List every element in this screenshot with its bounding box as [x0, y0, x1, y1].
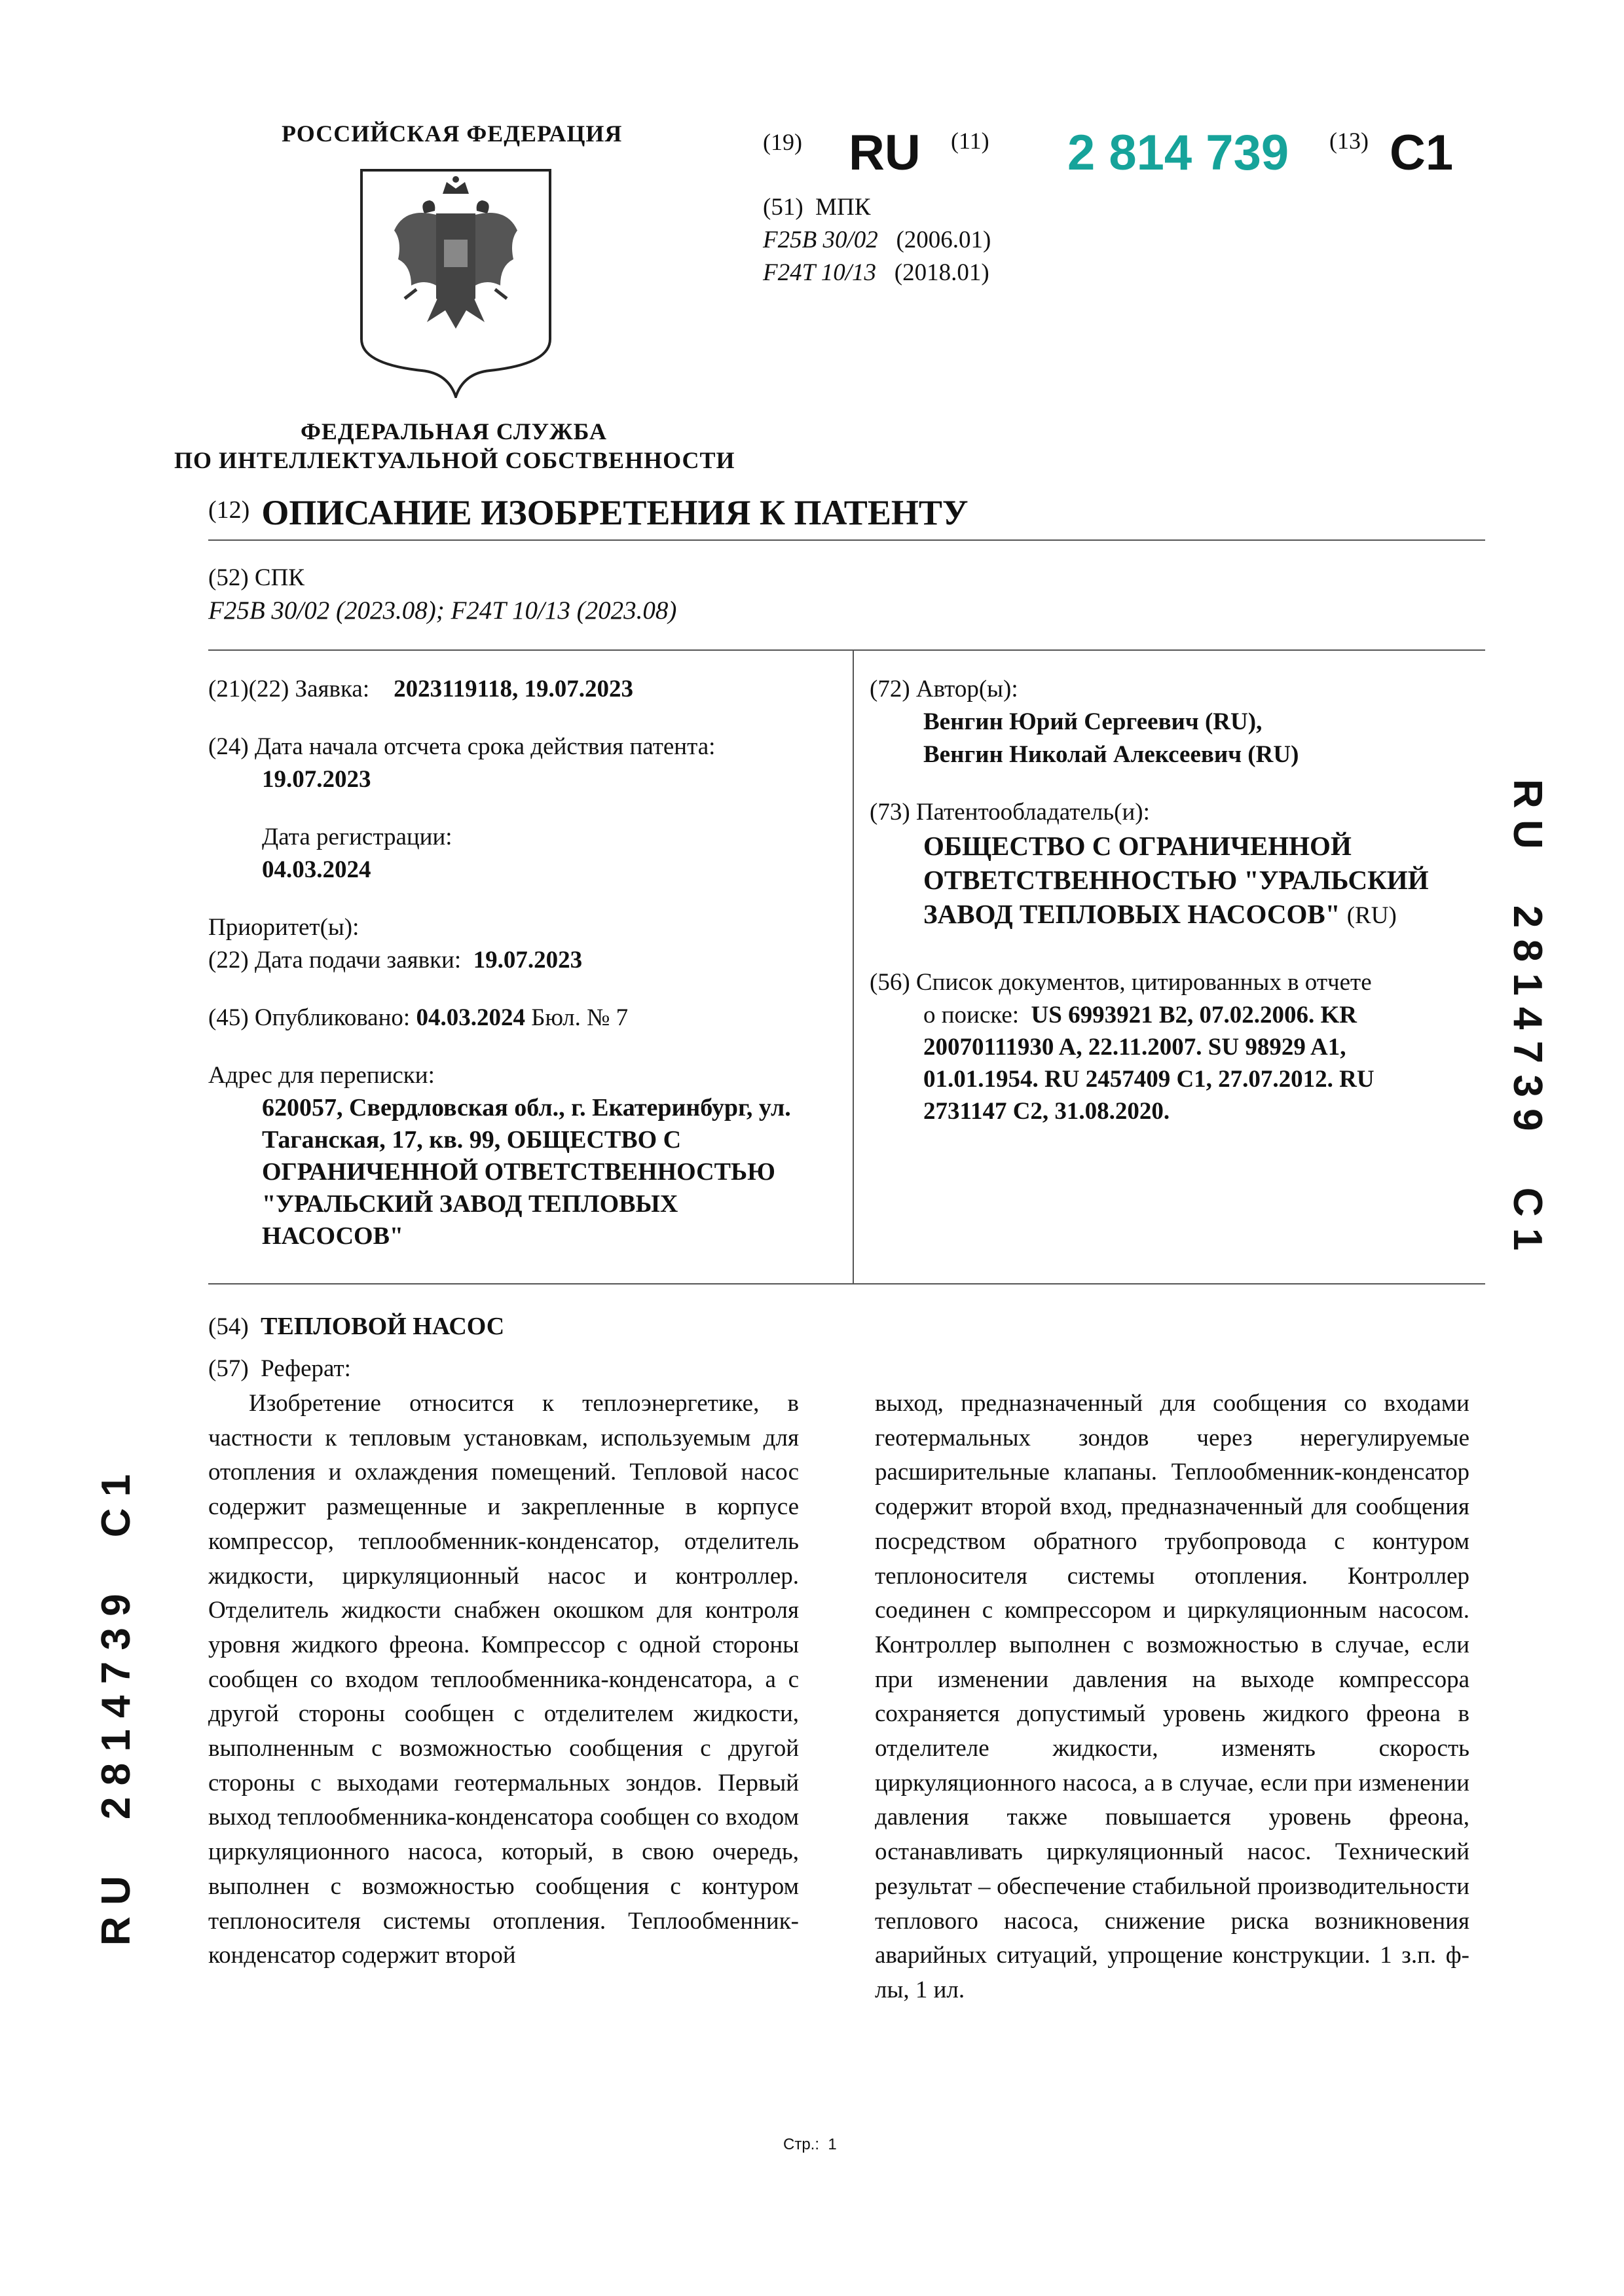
ipc-code: F24T 10/13: [763, 259, 877, 286]
application-row: [208, 673, 633, 705]
filing-label: (22) Дата подачи заявки:: [208, 947, 462, 974]
page-footer: [783, 2136, 837, 2154]
cited-line: 20070111930 A, 22.11.2007. SU 98929 A1,: [923, 1034, 1346, 1061]
divider: [208, 539, 1485, 541]
published-value: 04.03.2024: [416, 1004, 525, 1031]
cited-prefix: о поиске:: [923, 1002, 1020, 1029]
code-51: (51): [763, 194, 803, 221]
code-13: (13): [1329, 128, 1369, 154]
application-value: 2023119118, 19.07.2023: [394, 676, 634, 702]
code-19: (19): [763, 129, 802, 155]
filing-row: [208, 944, 582, 976]
agency-name-line1: ФЕДЕРАЛЬНАЯ СЛУЖБА: [301, 418, 607, 445]
application-label: (21)(22) Заявка:: [208, 676, 370, 702]
holder-label: (73) Патентообладатель(и):: [870, 799, 1150, 826]
doc-type-title: ОПИСАНИЕ ИЗОБРЕТЕНИЯ К ПАТЕНТУ: [261, 493, 969, 532]
ipc-version: (2018.01): [894, 259, 989, 286]
address-line: ОГРАНИЧЕННОЙ ОТВЕТСТВЕННОСТЬЮ: [262, 1158, 775, 1186]
address-block: [262, 1092, 791, 1252]
abstract-label: Реферат:: [261, 1355, 351, 1382]
cited-label: (56) Список документов, цитированных в отчете: [870, 969, 1372, 996]
holder-country: (RU): [1346, 902, 1397, 929]
address-label: Адрес для переписки:: [208, 1062, 435, 1089]
cited-line: 2731147 C2, 31.08.2020.: [923, 1098, 1170, 1125]
authors-label: (72) Автор(ы):: [870, 676, 1018, 702]
title-code: (54): [208, 1313, 249, 1340]
country-title: РОССИЙСКАЯ ФЕДЕРАЦИЯ: [282, 120, 623, 147]
country-code: RU: [849, 125, 921, 181]
side-id-right: R U 2 8 1 4 7 3 9 C 1: [1505, 779, 1550, 1251]
author-2: Венгин Николай Алексеевич (RU): [923, 741, 1299, 768]
cited-line: US 6993921 B2, 07.02.2006. KR: [1031, 1002, 1357, 1029]
abstract-header: [208, 1353, 351, 1385]
abstract-code: (57): [208, 1355, 249, 1382]
divider: [208, 1283, 1485, 1285]
address-line: 620057, Свердловская обл., г. Екатеринбург, ул.: [262, 1094, 791, 1121]
abstract-text-left: Изобретение относится к теплоэнергетике, в частности к тепловым установкам, используемым для отопления и охлаждения помещений. Тепловой насос содержит размещенные и закрепленные в корпусе компрессор, теплообменник-конденсатор, отделитель жидкости, циркуляционный насос и контроллер. Отделитель жидкости снабжен окошком для контроля уровня жидкого фреона. Компрессор с одной стороны сообщен со входом теплообменника-конденсатора, а с другой стороны сообщен с отделителем жидкости, выполненным с возможностью сообщения с другой стороны с выходами геотермальных зондов. Первый выход теплообменника-конденсатора сообщен со входом циркуляционного насоса, который, в свою очередь, выполнен с возможностью сообщения с контуром теплоносителя системы отопления. Теплообменник-конденсатор содержит второй: [208, 1390, 799, 1969]
ipc-row: [763, 224, 991, 256]
page-number: 1: [828, 2136, 837, 2153]
page-label: Стр.:: [783, 2136, 820, 2153]
registration-value: 04.03.2024: [262, 856, 371, 883]
cited-block: [923, 999, 1375, 1127]
published-label: (45) Опубликовано:: [208, 1004, 411, 1031]
registration-label: Дата регистрации:: [262, 824, 452, 850]
ipc-row: [763, 257, 989, 289]
agency-name-line2: ПО ИНТЕЛЛЕКТУАЛЬНОЙ СОБСТВЕННОСТИ: [174, 447, 735, 473]
address-line: "УРАЛЬСКИЙ ЗАВОД ТЕПЛОВЫХ: [262, 1190, 678, 1218]
address-line: НАСОСОВ": [262, 1222, 404, 1250]
invention-title: ТЕПЛОВОЙ НАСОС: [261, 1313, 505, 1340]
published-row: [208, 1002, 628, 1034]
holder-block: [923, 829, 1429, 933]
coat-of-arms-icon: [359, 168, 553, 398]
invention-title-row: [208, 1311, 504, 1343]
cited-line: 01.01.1954. RU 2457409 C1, 27.07.2012. RU: [923, 1066, 1375, 1093]
bulletin: Бюл. № 7: [531, 1004, 629, 1031]
holder-line: ОБЩЕСТВО С ОГРАНИЧЕННОЙ: [923, 831, 1352, 861]
kind-code: C1: [1390, 125, 1454, 181]
doc-type-code: (12): [208, 496, 250, 524]
doc-type: [208, 492, 969, 533]
ipc-header: [763, 191, 870, 223]
ipc-version: (2006.01): [896, 227, 991, 253]
abstract-column-right: [875, 1387, 1469, 2008]
side-id-left: R U 2 8 1 4 7 3 9 C 1: [94, 1474, 139, 1946]
abstract-column-left: [208, 1387, 799, 1973]
filing-value: 19.07.2023: [473, 947, 583, 974]
priority-label: Приоритет(ы):: [208, 914, 360, 941]
cpc-label: (52) СПК: [208, 564, 304, 591]
mpk-label: МПК: [815, 194, 871, 221]
divider: [208, 649, 1485, 651]
holder-line: ОТВЕТСТВЕННОСТЬЮ "УРАЛЬСКИЙ: [923, 865, 1429, 895]
column-divider: [853, 651, 854, 1283]
author-1: Венгин Юрий Сергеевич (RU),: [923, 708, 1263, 735]
term-label: (24) Дата начала отсчета срока действия патента:: [208, 733, 716, 760]
patent-number: 2 814 739: [1067, 125, 1289, 181]
address-line: Таганская, 17, кв. 99, ОБЩЕСТВО С: [262, 1126, 682, 1154]
ipc-code: F25B 30/02: [763, 227, 878, 253]
term-value: 19.07.2023: [262, 766, 371, 793]
holder-line: ЗАВОД ТЕПЛОВЫХ НАСОСОВ": [923, 899, 1340, 929]
abstract-text-right: выход, предназначенный для сообщения со входами геотермальных зондов через нерегулируемые расширительные клапаны. Теплообменник-конденсатор содержит второй вход, предназначенный для сообщения посредством обратного трубопровода с контуром теплоносителя системы отопления. Контроллер соединен с компрессором и циркуляционным насосом. Контроллер выполнен с возможностью в случае, если при изменении давления на выходе компрессора сохраняется допустимый уровень жидкого фреона в отделителе жидкости, изменять скорость циркуляционного насоса, а в случае, если при изменении давления также повышается уровень фреона, останавливать циркуляционный насос. Технический результат – обеспечение стабильной производительности теплового насоса, снижение риска возникновения аварийных ситуаций, упрощение конструкции. 1 з.п. ф-лы, 1 ил.: [875, 1390, 1469, 2003]
cpc-value: F25B 30/02 (2023.08); F24T 10/13 (2023.08): [208, 596, 677, 625]
code-11: (11): [951, 128, 989, 154]
